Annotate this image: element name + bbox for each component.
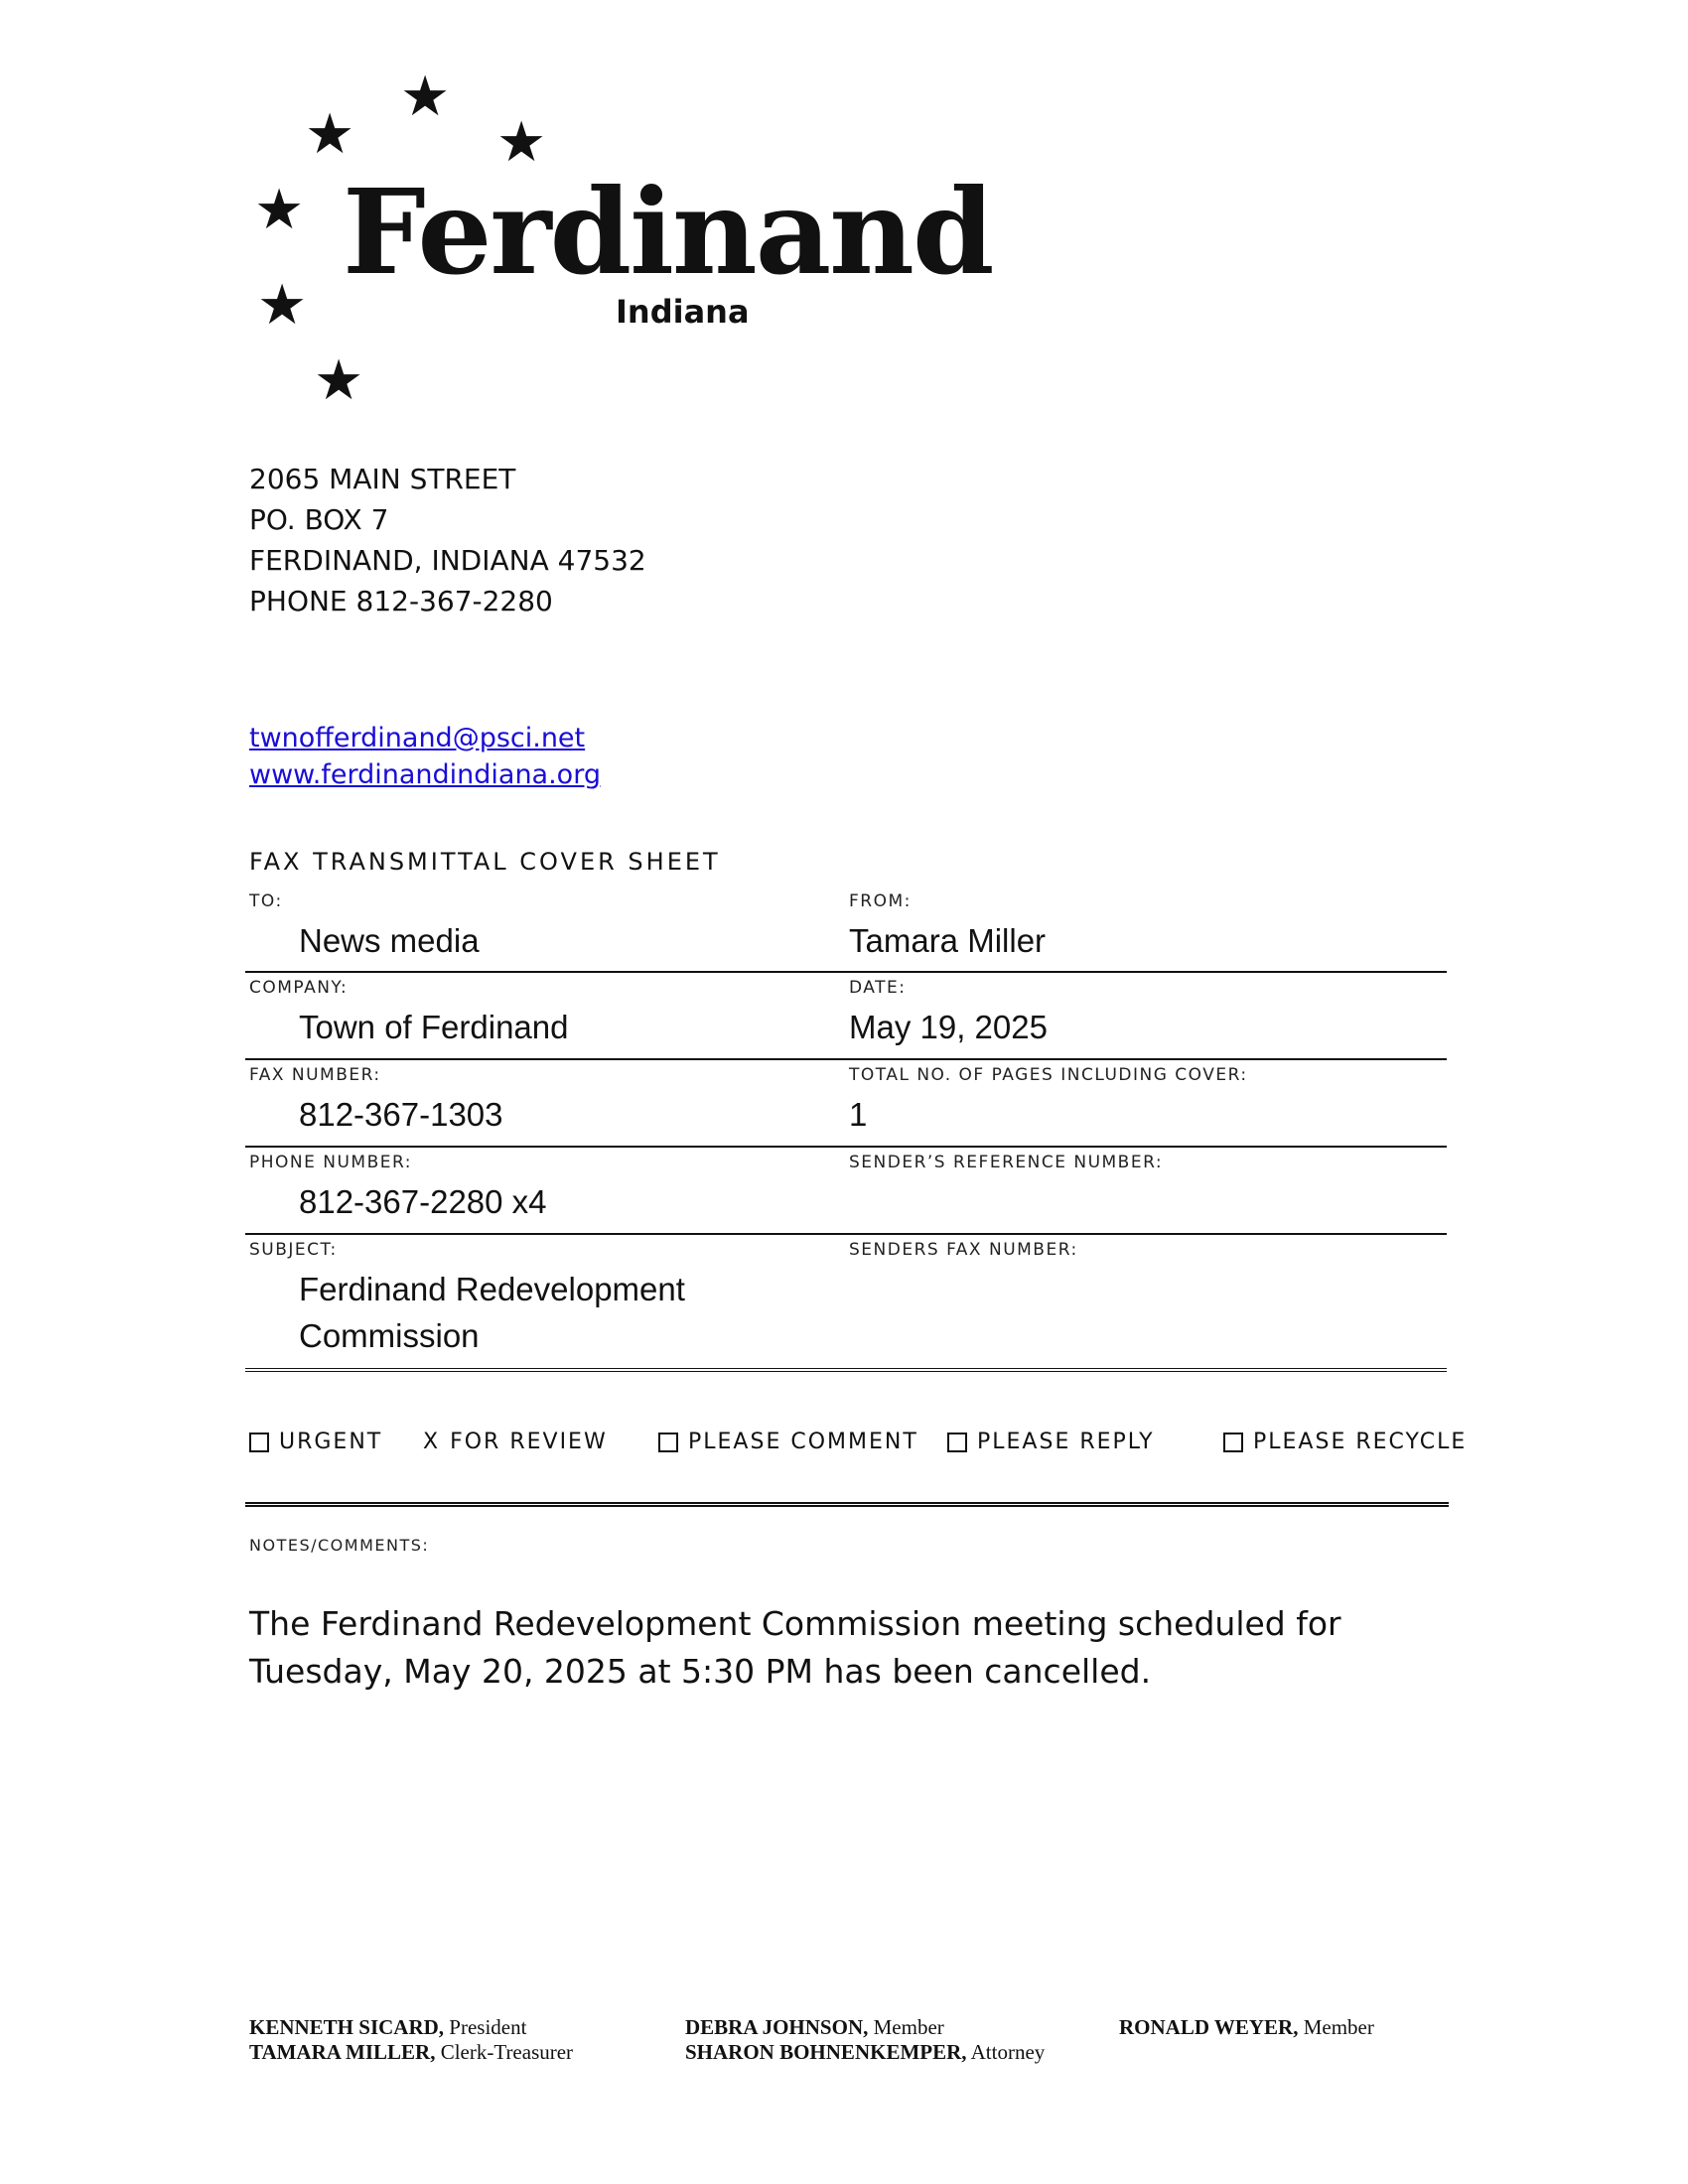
footer-person-name: DEBRA JOHNSON, (685, 2015, 869, 2039)
subject-value (249, 1266, 825, 1359)
address-phone: PHONE 812-367-2280 (249, 585, 553, 617)
address-city: FERDINAND, INDIANA 47532 (249, 544, 646, 577)
fax-row-phone-ref (245, 1148, 1447, 1235)
logo-state: Indiana (616, 293, 750, 331)
footer-person-role: Attorney (970, 2040, 1046, 2064)
town-logo (248, 65, 993, 427)
please-reply-checkbox[interactable] (947, 1433, 967, 1452)
footer-person-name: RONALD WEYER, (1119, 2015, 1299, 2039)
footer-person-name: SHARON BOHNENKEMPER, (685, 2040, 967, 2064)
for-review-mark[interactable]: X (423, 1430, 441, 1454)
star-icon: ★ (254, 178, 305, 242)
urgent-checkbox[interactable] (249, 1433, 269, 1452)
footer-person (685, 2015, 1045, 2040)
notes-body (249, 1600, 1391, 1696)
phone-label: PHONE NUMBER: (249, 1153, 413, 1172)
footer-person (1119, 2015, 1374, 2040)
footer-person (249, 2040, 573, 2065)
company-value: Town of Ferdinand (299, 1009, 569, 1045)
from-label: FROM: (849, 891, 912, 911)
for-review-option[interactable] (423, 1430, 608, 1454)
total-pages-value: 1 (849, 1096, 868, 1133)
please-comment-label: PLEASE COMMENT (688, 1430, 918, 1454)
fax-title: FAX TRANSMITTAL COVER SHEET (249, 848, 721, 876)
footer-column-2 (685, 2015, 1045, 2065)
website-link[interactable]: www.ferdinandindiana.org (249, 759, 601, 790)
senders-fax-label: SENDERS FAX NUMBER: (849, 1240, 1078, 1260)
please-reply-label: PLEASE REPLY (977, 1430, 1155, 1454)
urgent-label: URGENT (279, 1430, 383, 1454)
please-reply-option[interactable] (947, 1430, 1155, 1454)
footer-person (249, 2015, 573, 2040)
company-label: COMPANY: (249, 978, 349, 998)
footer-column-1 (249, 2015, 573, 2065)
address-po-box: PO. BOX 7 (249, 503, 389, 536)
notes-line-1: The Ferdinand Redevelopment Commission meeting scheduled for (249, 1604, 1341, 1643)
subject-label: SUBJECT: (249, 1240, 338, 1260)
please-recycle-option[interactable] (1223, 1430, 1467, 1454)
sender-ref-label: SENDER’S REFERENCE NUMBER: (849, 1153, 1164, 1172)
to-value: News media (299, 922, 480, 959)
notes-label: NOTES/COMMENTS: (249, 1536, 430, 1555)
footer-person-name: KENNETH SICARD, (249, 2015, 445, 2039)
subject-line-1: Ferdinand Redevelopment (299, 1271, 685, 1307)
urgent-option[interactable] (249, 1430, 382, 1454)
address-street: 2065 MAIN STREET (249, 463, 516, 495)
for-review-label: FOR REVIEW (450, 1430, 608, 1454)
please-recycle-label: PLEASE RECYCLE (1253, 1430, 1468, 1454)
notes-line-2: Tuesday, May 20, 2025 at 5:30 PM has been cancelled. (249, 1652, 1152, 1691)
footer-column-3 (1119, 2015, 1374, 2040)
from-value: Tamara Miller (849, 922, 1047, 959)
fax-number-value: 812-367-1303 (299, 1096, 503, 1133)
footer-person-role: Clerk-Treasurer (440, 2040, 574, 2064)
please-recycle-checkbox[interactable] (1223, 1433, 1243, 1452)
to-label: TO: (249, 891, 283, 911)
footer-person-role: Member (1303, 2015, 1374, 2039)
delivery-options (249, 1430, 1468, 1469)
logo-wordmark: Ferdinand (343, 163, 993, 301)
star-icon: ★ (257, 273, 308, 338)
fax-row-company-date (245, 973, 1447, 1060)
subject-line-2: Commission (299, 1317, 480, 1354)
footer-person (685, 2040, 1045, 2065)
fax-row-faxnum-pages (245, 1060, 1447, 1148)
contact-links (249, 720, 601, 793)
star-icon: ★ (496, 110, 547, 175)
star-icon: ★ (314, 348, 364, 413)
fax-number-label: FAX NUMBER: (249, 1065, 381, 1085)
notes-divider (245, 1502, 1449, 1507)
footer-person-role: President (449, 2015, 527, 2039)
please-comment-checkbox[interactable] (658, 1433, 678, 1452)
fax-row-subject (245, 1235, 1447, 1372)
date-value: May 19, 2025 (849, 1009, 1048, 1045)
address-block (249, 459, 646, 621)
star-icon: ★ (400, 65, 451, 129)
fax-row-to-from (245, 887, 1447, 973)
fax-cover-table (245, 887, 1447, 1372)
footer-person-name: TAMARA MILLER, (249, 2040, 436, 2064)
star-icon: ★ (305, 102, 355, 167)
date-label: DATE: (849, 978, 907, 998)
email-link[interactable]: twnofferdinand@psci.net (249, 723, 586, 753)
phone-value: 812-367-2280 x4 (299, 1183, 547, 1220)
total-pages-label: TOTAL NO. OF PAGES INCLUDING COVER: (849, 1065, 1248, 1085)
please-comment-option[interactable] (658, 1430, 918, 1454)
footer-person-role: Member (873, 2015, 944, 2039)
